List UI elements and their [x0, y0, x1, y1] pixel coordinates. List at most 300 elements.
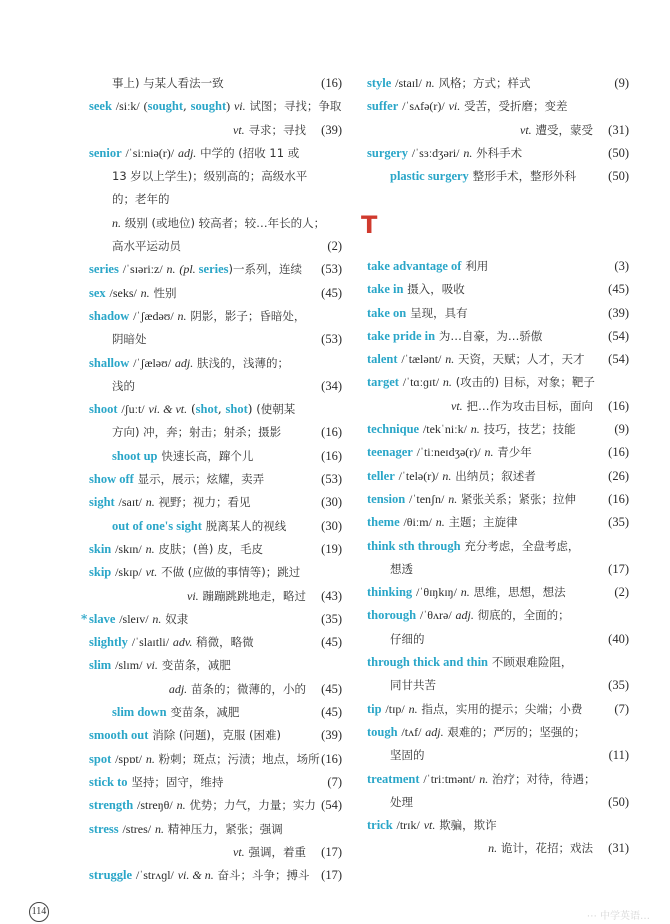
- part-of-speech: vi. & n.: [177, 868, 214, 883]
- dictionary-entry: [367, 278, 629, 301]
- definition: 级别 (或地位) 较高者；较…年长的人；: [124, 215, 326, 230]
- pronunciation: /streŋθ/: [137, 798, 173, 813]
- unit-reference: (16): [321, 425, 342, 440]
- definition: 性别: [153, 285, 177, 300]
- entry-continuation: [89, 841, 342, 864]
- plural-label: (pl.: [179, 262, 199, 277]
- headword: talent: [367, 352, 398, 367]
- unit-reference: (17): [608, 561, 629, 576]
- definition: 指点，实用的提示；尖端；小费: [421, 701, 583, 716]
- headword: skip: [89, 565, 112, 580]
- part-of-speech: n.: [484, 445, 494, 460]
- dictionary-entry: [367, 698, 629, 721]
- phrase-entry: [89, 445, 342, 468]
- part-of-speech: n.: [470, 422, 480, 437]
- pronunciation: /slɪm/: [115, 658, 143, 673]
- unit-reference: (16): [321, 76, 342, 90]
- unit-reference: (53): [321, 472, 342, 487]
- unit-reference: (30): [321, 518, 342, 533]
- dictionary-entry: [367, 604, 629, 627]
- headword: treatment: [367, 771, 420, 786]
- definition: 坚固的: [390, 748, 425, 763]
- definition: 皮肤；(兽) 皮，毛皮: [158, 541, 264, 556]
- dictionary-entry: [367, 814, 629, 837]
- definition: 同甘共苦: [390, 678, 436, 693]
- entry-continuation: [367, 395, 629, 418]
- part-of-speech: n.: [425, 76, 435, 90]
- headword: style: [367, 76, 392, 90]
- entry-continuation: [89, 188, 342, 211]
- headword: struggle: [89, 868, 133, 883]
- unit-reference: (3): [614, 259, 629, 273]
- pronunciation: /trɪk/: [396, 818, 420, 833]
- dictionary-entry: [367, 371, 629, 394]
- headword: sight: [89, 495, 115, 510]
- part-of-speech: n.: [152, 611, 162, 626]
- unit-reference: (16): [608, 398, 629, 413]
- pronunciation: /ˈʃædəʊ/: [133, 308, 174, 323]
- definition: 紧张关系；紧张；拉伸: [461, 491, 577, 506]
- pronunciation: /ˈtelə(r)/: [398, 468, 439, 483]
- dictionary-entry: [89, 305, 342, 328]
- definition: 彻底的，全面的；: [477, 608, 570, 623]
- dictionary-entry: [89, 258, 342, 281]
- pronunciation: /ˈsiːniə(r)/: [125, 145, 175, 160]
- plural-form: series: [198, 262, 229, 277]
- part-of-speech: n.: [140, 285, 150, 300]
- unit-reference: (45): [321, 705, 342, 720]
- unit-reference: (39): [608, 305, 629, 320]
- definition: 出纳员；叙述者: [455, 468, 536, 483]
- definition: 遭受，蒙受: [535, 122, 593, 137]
- right-column-s-section: [367, 72, 629, 188]
- pronunciation: /spɒt/: [115, 751, 143, 766]
- unit-reference: (54): [608, 352, 629, 367]
- entry-continuation: [89, 375, 342, 398]
- headword: teenager: [367, 445, 413, 460]
- part-of-speech: adj.: [174, 355, 194, 370]
- part-of-speech: vt.: [520, 122, 532, 137]
- definition: 利用: [465, 259, 489, 273]
- part-of-speech: vt.: [145, 565, 158, 580]
- part-of-speech: n.: [442, 375, 452, 390]
- left-column: [81, 72, 342, 887]
- definition: (使朝某: [256, 402, 296, 417]
- right-column-t-section: [367, 255, 629, 861]
- dictionary-entry: [89, 142, 342, 165]
- definition: 阴影，影子；昏暗处，: [190, 308, 306, 323]
- dictionary-entry: [367, 581, 629, 604]
- definition: 浅的: [112, 378, 135, 393]
- definition: 青少年: [497, 445, 532, 460]
- unit-reference: (9): [614, 422, 629, 437]
- pronunciation: /ˈtɑːɡɪt/: [402, 375, 440, 390]
- part-of-speech: n.: [448, 491, 458, 506]
- dictionary-entry: [367, 535, 629, 558]
- unit-reference: (54): [608, 328, 629, 343]
- pronunciation: /ˈtenʃn/: [409, 491, 445, 506]
- headword: slightly: [89, 635, 128, 650]
- definition: 欺骗，欺诈: [439, 818, 497, 833]
- definition: 变苗条，减肥: [161, 658, 231, 673]
- entry-continuation: [89, 119, 342, 142]
- definition: 处理: [390, 794, 413, 809]
- definition: 诡计，花招；戏法: [501, 841, 593, 856]
- entry-continuation: [89, 235, 342, 258]
- definition: 外科手术: [476, 145, 523, 160]
- pronunciation: /ˈslaɪtli/: [131, 635, 170, 650]
- dictionary-entry: [367, 651, 629, 674]
- unit-reference: (17): [321, 844, 342, 859]
- unit-reference: (50): [608, 794, 629, 809]
- dictionary-entry: [367, 142, 629, 165]
- pronunciation: /ˈtælənt/: [401, 352, 442, 367]
- headword: slim down: [112, 705, 167, 720]
- unit-reference: (31): [608, 122, 629, 137]
- dictionary-entry: [367, 488, 629, 511]
- definition: 摄入，吸收: [407, 282, 465, 297]
- headword: theme: [367, 515, 400, 530]
- headword: stick to: [89, 774, 128, 789]
- entry-continuation: [89, 328, 342, 351]
- definition: 为…自豪，为…骄傲: [438, 328, 543, 343]
- entry-continuation: [367, 791, 629, 814]
- definition: 技巧，技艺；技能: [483, 422, 576, 437]
- entry-continuation: [367, 837, 629, 860]
- dictionary-entry: [81, 608, 342, 631]
- definition: 优势；力气，力量；实力: [189, 798, 316, 813]
- unit-reference: (17): [321, 868, 342, 883]
- pronunciation: /ˈsɪəriːz/: [122, 262, 163, 277]
- pronunciation: /ˈsʌfə(r)/: [402, 99, 445, 114]
- entry-continuation: [367, 558, 629, 581]
- definition: 奋斗；斗争；搏斗: [217, 868, 310, 883]
- headword: technique: [367, 422, 420, 437]
- definition: 精神压力，紧张；强调: [167, 821, 283, 836]
- unit-reference: (2): [327, 239, 342, 254]
- part-of-speech: n.: [488, 841, 498, 856]
- pronunciation: /tʌf/: [401, 724, 422, 739]
- dictionary-entry: shoot /ʃuːt/ vi. & vt. (shot, shot) (使朝某: [89, 402, 296, 417]
- unit-reference: (54): [321, 798, 342, 813]
- headword: tough: [367, 724, 398, 739]
- pronunciation: /tekˈniːk/: [422, 422, 467, 437]
- part-of-speech: n.: [479, 771, 489, 786]
- definition: 粉刺；斑点；污渍；地点，场所: [158, 751, 320, 766]
- unit-reference: (40): [608, 631, 629, 646]
- part-of-speech: n.: [463, 145, 473, 160]
- part-of-speech: vi. & vt.: [148, 402, 188, 417]
- dictionary-entry: [89, 631, 342, 654]
- definition: 想透: [390, 561, 413, 576]
- unit-reference: (45): [321, 285, 342, 300]
- pronunciation: /ˈʃæləʊ/: [133, 355, 172, 370]
- definition: 仔细的: [390, 631, 425, 646]
- unit-reference: (35): [608, 678, 629, 693]
- definition: 不做 (应做的事情等)；跳过: [161, 565, 301, 580]
- unit-reference: (45): [608, 282, 629, 297]
- pronunciation: /ˈtiːneɪdʒə(r)/: [416, 445, 481, 460]
- pronunciation: /saɪt/: [118, 495, 142, 510]
- unit-reference: (35): [321, 611, 342, 626]
- definition: 消除 (问题)，克服 (困难): [152, 728, 281, 743]
- definition: 治疗；对待，待遇；: [492, 771, 596, 786]
- unit-reference: (7): [614, 701, 629, 716]
- part-of-speech: vt.: [423, 818, 436, 833]
- unit-reference: (50): [608, 145, 629, 160]
- definition: 呈现，具有: [410, 305, 468, 320]
- part-of-speech: n.: [154, 821, 164, 836]
- dictionary-entry: [89, 352, 342, 375]
- part-of-speech: n.: [408, 701, 418, 716]
- dictionary-entry: [89, 561, 342, 584]
- headword: stress: [89, 821, 119, 836]
- entry-continuation: [89, 212, 342, 235]
- inflected-form: shot: [225, 402, 248, 417]
- part-of-speech: vi.: [233, 99, 246, 114]
- definition: 天资，天赋；人才，天才: [458, 352, 585, 367]
- definition: 中学的 (招收 11 或: [200, 145, 300, 160]
- dictionary-entry: [367, 348, 629, 371]
- definition: 强调，着重: [248, 844, 306, 859]
- unit-reference: (34): [321, 378, 342, 393]
- definition: 艰难的；严厉的；坚强的；: [447, 724, 586, 739]
- part-of-speech: n.: [445, 352, 455, 367]
- entry-continuation: [367, 119, 629, 142]
- part-of-speech: n.: [176, 798, 186, 813]
- headword: show off: [89, 472, 134, 487]
- definition: 阴暗处: [112, 332, 147, 347]
- asterisk-mark: *: [81, 611, 88, 626]
- part-of-speech: n.: [112, 215, 121, 230]
- headword: shadow: [89, 308, 130, 323]
- definition: 脱离某人的视线: [205, 518, 287, 533]
- dictionary-entry: [89, 864, 342, 887]
- definition: )一系列，连续: [228, 262, 303, 277]
- unit-reference: (16): [321, 751, 342, 766]
- entry-continuation: [89, 585, 342, 608]
- definition: 整形手术，整形外科: [472, 169, 577, 184]
- pronunciation: /skɪp/: [115, 565, 142, 580]
- part-of-speech: vt.: [451, 398, 463, 413]
- inflected-form: shot: [195, 402, 218, 417]
- dictionary-entry: [367, 721, 629, 744]
- dictionary-entry: [89, 818, 342, 841]
- unit-reference: (2): [614, 585, 629, 600]
- headword: tip: [367, 701, 382, 716]
- definition: 充分考虑，全盘考虑，: [464, 538, 580, 553]
- headword: thinking: [367, 585, 413, 600]
- watermark: ⋯ 中学英语…: [586, 911, 650, 922]
- definition: 的；老年的: [112, 192, 170, 207]
- headword: teller: [367, 468, 395, 483]
- headword: smooth out: [89, 728, 149, 743]
- dictionary-entry: [367, 768, 629, 791]
- definition: 把…作为攻击目标，面向: [466, 398, 593, 413]
- pronunciation: /staɪl/: [395, 76, 422, 90]
- unit-reference: (43): [321, 588, 342, 603]
- unit-reference: (30): [321, 495, 342, 510]
- dictionary-entry: [367, 72, 629, 95]
- part-of-speech: adv.: [172, 635, 193, 650]
- dictionary-entry: [367, 325, 629, 348]
- definition: 寻求；寻找: [248, 122, 306, 137]
- inflected-form: sought: [147, 99, 184, 114]
- definition: 显示，展示；炫耀，卖弄: [137, 472, 265, 487]
- dictionary-entry: seek /siːk/ (sought, sought) vi. 试图；寻找；争取: [89, 99, 342, 114]
- part-of-speech: n.: [145, 495, 155, 510]
- unit-reference: (11): [608, 748, 629, 763]
- part-of-speech: adj.: [177, 145, 197, 160]
- headword: slim: [89, 658, 112, 673]
- headword: sex: [89, 285, 106, 300]
- unit-reference: (53): [321, 332, 342, 347]
- headword: series: [89, 262, 119, 277]
- definition: 主题；主旋律: [448, 515, 518, 530]
- headword: skin: [89, 541, 112, 556]
- paren: ): [226, 99, 231, 114]
- part-of-speech: n.: [166, 262, 176, 277]
- unit-reference: (53): [321, 262, 342, 277]
- entry-continuation: [367, 628, 629, 651]
- headword: through thick and thin: [367, 655, 488, 670]
- dictionary-entry: [367, 465, 629, 488]
- dictionary-entry: [367, 255, 629, 278]
- part-of-speech: n.: [177, 308, 187, 323]
- pronunciation: /ˈθɪŋkɪŋ/: [416, 585, 457, 600]
- dictionary-entry: [89, 794, 342, 817]
- part-of-speech: adj.: [168, 681, 188, 696]
- letter-heading-t: T: [361, 211, 378, 239]
- headword: take pride in: [367, 328, 436, 343]
- phrase-entry: [367, 165, 629, 188]
- headword: take on: [367, 305, 407, 320]
- headword: tension: [367, 491, 406, 506]
- definition: 风格；方式；样式: [438, 76, 531, 90]
- part-of-speech: vt.: [233, 844, 245, 859]
- entry-continuation: [367, 674, 629, 697]
- pronunciation: /ˈθʌrə/: [419, 608, 452, 623]
- pronunciation: /stres/: [122, 821, 152, 836]
- part-of-speech: n.: [145, 751, 155, 766]
- definition: 视野；视力；看见: [158, 495, 251, 510]
- dictionary-entry: [367, 511, 629, 534]
- part-of-speech: n.: [145, 541, 155, 556]
- dictionary-entry: [367, 441, 629, 464]
- unit-reference: (39): [321, 122, 342, 137]
- definition: 高水平运动员: [112, 239, 181, 254]
- definition: 苗条的；微薄的，小的: [191, 681, 306, 696]
- unit-reference: (26): [608, 468, 629, 483]
- definition: 肤浅的，浅薄的；: [197, 355, 290, 370]
- phrase-entry: [89, 515, 342, 538]
- headword: shoot up: [112, 448, 158, 463]
- definition: 13 岁以上学生)；级别高的；高级水平: [112, 169, 308, 184]
- dictionary-entry: [89, 654, 342, 677]
- headword: take advantage of: [367, 259, 462, 273]
- dictionary-entry: [89, 468, 342, 491]
- headword: seek: [89, 99, 112, 114]
- entry-continuation: [89, 72, 342, 95]
- headword: target: [367, 375, 399, 390]
- definition: 坚持；固守，维持: [131, 774, 224, 789]
- part-of-speech: adj.: [425, 724, 444, 739]
- inflected-form: sought: [190, 99, 227, 114]
- unit-reference: (9): [614, 76, 629, 90]
- dictionary-entry: [89, 538, 342, 561]
- unit-reference: (16): [608, 491, 629, 506]
- dictionary-entry: [367, 418, 629, 441]
- part-of-speech: vi.: [187, 588, 199, 603]
- dictionary-entry: [367, 302, 629, 325]
- unit-reference: (45): [321, 681, 342, 696]
- pronunciation: /ˈsɜːdʒəri/: [411, 145, 460, 160]
- pronunciation: /ʃuːt/: [121, 402, 145, 417]
- definition: 方向) 冲，奔；射击；射杀；摄影: [112, 425, 282, 440]
- headword: think sth through: [367, 538, 461, 553]
- headword: thorough: [367, 608, 417, 623]
- phrase-entry: [89, 701, 342, 724]
- headword: senior: [89, 145, 122, 160]
- unit-reference: (45): [321, 635, 342, 650]
- part-of-speech: adj.: [455, 608, 474, 623]
- headword: slave: [89, 611, 116, 626]
- pronunciation: /skɪn/: [115, 541, 142, 556]
- part-of-speech: vi.: [448, 99, 461, 114]
- part-of-speech: vi.: [146, 658, 158, 673]
- definition: 蹦蹦跳跳地走，略过: [202, 588, 306, 603]
- pronunciation: /seks/: [109, 285, 137, 300]
- part-of-speech: n.: [460, 585, 470, 600]
- unit-reference: (50): [608, 169, 629, 184]
- unit-reference: (31): [608, 841, 629, 856]
- definition: 事上) 与某人看法一致: [112, 76, 224, 90]
- dictionary-entry: [89, 748, 342, 771]
- entry-continuation: [89, 165, 342, 188]
- pronunciation: /ˈstrʌɡl/: [135, 868, 174, 883]
- definition: 试图；寻找；争取: [249, 99, 342, 114]
- dictionary-entry: [89, 491, 342, 514]
- part-of-speech: n.: [435, 515, 445, 530]
- unit-reference: (39): [321, 728, 342, 743]
- definition: 思维，思想，想法: [473, 585, 566, 600]
- headword: surgery: [367, 145, 408, 160]
- headword: out of one's sight: [112, 518, 202, 533]
- headword: strength: [89, 798, 134, 813]
- headword: suffer: [367, 99, 399, 114]
- headword: trick: [367, 818, 393, 833]
- unit-reference: (35): [608, 515, 629, 530]
- dictionary-entry: [89, 282, 342, 305]
- headword: shoot: [89, 402, 118, 417]
- headword: plastic surgery: [390, 169, 469, 184]
- definition: 快速长高，蹿个儿: [161, 448, 254, 463]
- headword: shallow: [89, 355, 130, 370]
- pronunciation: /sleɪv/: [119, 611, 149, 626]
- entry-continuation: [89, 421, 342, 444]
- dictionary-entry: [89, 724, 342, 747]
- unit-reference: (16): [608, 445, 629, 460]
- definition: (攻击的) 目标，对象；靶子: [455, 375, 595, 390]
- dictionary-entry: [89, 771, 342, 794]
- dictionary-entry: [367, 95, 629, 118]
- pronunciation: /ˈtriːtmənt/: [423, 771, 476, 786]
- unit-reference: (16): [321, 448, 342, 463]
- entry-continuation: [89, 678, 342, 701]
- pronunciation: /θiːm/: [403, 515, 432, 530]
- part-of-speech: n.: [442, 468, 452, 483]
- headword: spot: [89, 751, 112, 766]
